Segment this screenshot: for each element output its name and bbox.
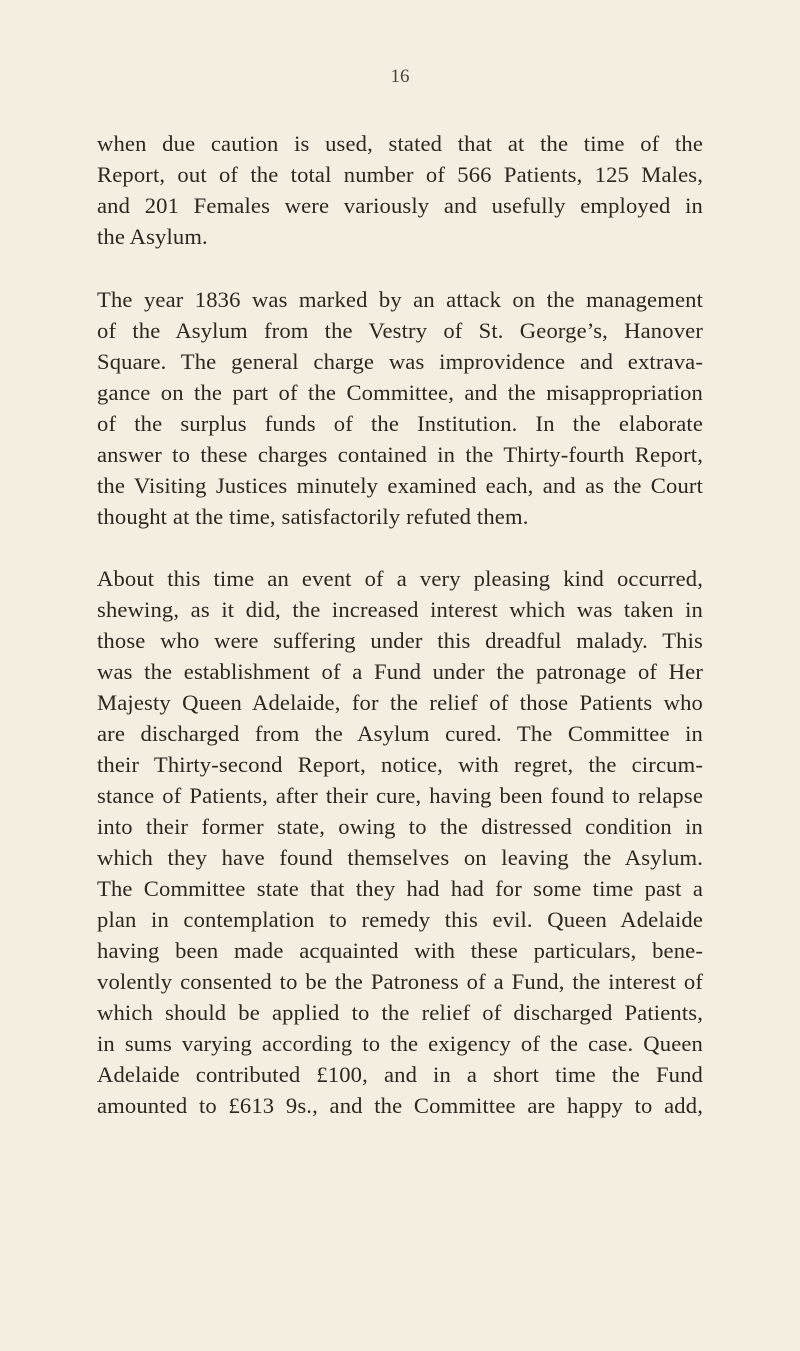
paragraph-3 [97,563,703,1121]
body-text [97,128,703,1121]
text-line: The year 1836 was marked by an attack on the management [97,286,703,312]
text-line: thought at the time, satisfactorily refuted them. [97,503,529,529]
text-line: their Thirty-second Report, notice, with regret, the circum- [97,752,703,777]
text-line: into their former state, owing to the distressed condition in [97,814,703,839]
text-line: The Committee state that they had had for some time past a [97,876,703,901]
text-line: when due caution is used, stated that at the time of the [97,131,703,156]
text-line: of the Asylum from the Vestry of St. George’s, Hanover [97,317,703,343]
text-line: Adelaide contributed £100, and in a short time the Fund [97,1062,703,1087]
text-line: volently consented to be the Patroness of a Fund, the interest of [97,969,703,994]
text-line: answer to these charges contained in the Thirty-fourth Report, [97,441,703,467]
text-line: shewing, as it did, the increased interest which was taken in [97,597,703,622]
page-number: 16 [390,66,410,87]
text-line: was the establishment of a Fund under the patronage of Her [97,659,703,684]
text-line: the Asylum. [97,224,208,249]
text-line: those who were suffering under this dreadful malady. This [97,628,703,653]
text-line: which they have found themselves on leaving the Asylum. [97,845,703,870]
text-line: amounted to £613 9s., and the Committee are happy to add, [97,1093,703,1118]
text-line: stance of Patients, after their cure, having been found to relapse [97,783,703,808]
text-line: in sums varying according to the exigency of the case. Queen [97,1031,703,1056]
text-line: having been made acquainted with these particulars, bene- [97,938,703,963]
paragraph-2 [97,284,703,532]
text-line: are discharged from the Asylum cured. The Committee in [97,721,703,746]
paragraph-1 [97,128,703,252]
text-line: Square. The general charge was improvidence and extrava- [97,348,703,374]
text-line: which should be applied to the relief of discharged Patients, [97,1000,703,1025]
text-line: Report, out of the total number of 566 Patients, 125 Males, [97,162,703,187]
text-line: and 201 Females were variously and usefully employed in [97,193,703,218]
text-line: of the surplus funds of the Institution. In the elaborate [97,410,703,436]
text-line: the Visiting Justices minutely examined each, and as the Court [97,472,703,498]
text-line: plan in contemplation to remedy this evil. Queen Adelaide [97,907,703,932]
text-line: gance on the part of the Committee, and the misappropriation [97,379,703,405]
text-line: About this time an event of a very pleasing kind occurred, [97,566,703,591]
text-line: Majesty Queen Adelaide, for the relief of those Patients who [97,690,703,715]
